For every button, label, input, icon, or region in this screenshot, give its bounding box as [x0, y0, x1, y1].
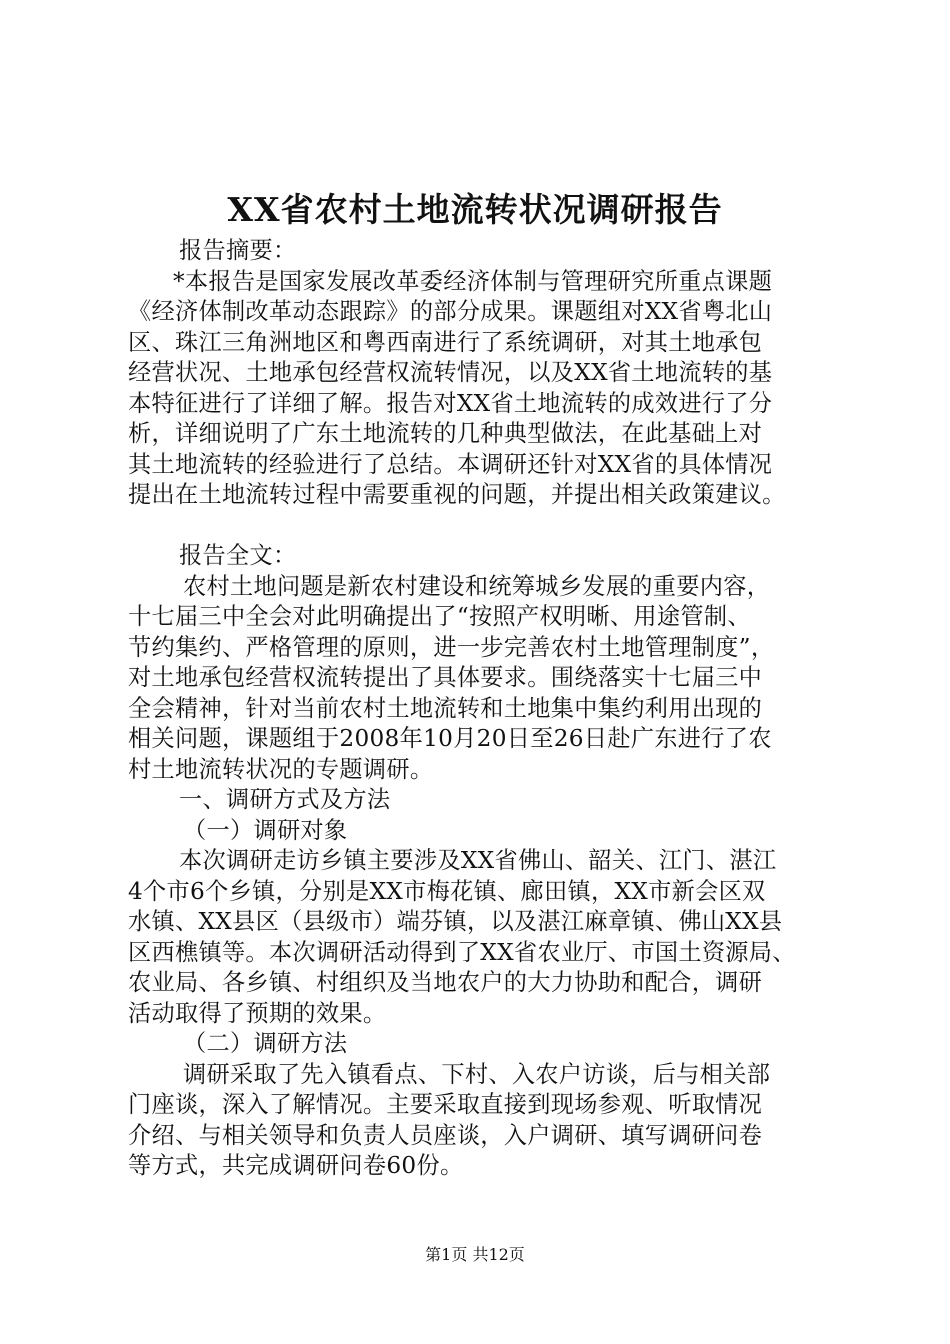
- subsection-line: 调研采取了先入镇看点、下村、入农户访谈，后与相关部: [183, 1060, 771, 1088]
- fulltext-line: 全会精神，针对当前农村土地流转和土地集中集约利用出现的: [128, 694, 763, 722]
- abstract-line: 区、珠江三角洲地区和粤西南进行了系统调研，对其土地承包: [128, 328, 763, 356]
- subsection-line: 等方式，共完成调研问卷60份。: [128, 1152, 464, 1179]
- subsection-line: 区西樵镇等。本次调研活动得到了XX省农业厅、市国土资源局、: [128, 938, 796, 966]
- fulltext-line: 十七届三中全会对此明确提出了“按照产权明晰、用途管制、: [128, 603, 751, 630]
- fulltext-line: 对土地承包经营权流转提出了具体要求。围绕落实十七届三中: [128, 664, 763, 691]
- abstract-line: 提出在土地流转过程中需要重视的问题，并提出相关政策建议。: [128, 481, 786, 508]
- abstract-line: 《经济体制改革动态跟踪》的部分成果。课题组对XX省粤北山: [128, 298, 773, 325]
- fulltext-line: 农村土地问题是新农村建设和统筹城乡发展的重要内容，: [183, 572, 771, 600]
- abstract-line: 本特征进行了详细了解。报告对XX省土地流转的成效进行了分: [128, 389, 773, 417]
- subsection-line: 4个市6个乡镇，分别是XX市梅花镇、廊田镇，XX市新会区双: [128, 877, 766, 905]
- fulltext-line: 村土地流转状况的专题调研。: [128, 755, 434, 783]
- subsection-line: 水镇、XX县区（县级市）端芬镇，以及湛江麻章镇、佛山XX县: [128, 908, 783, 935]
- subsection-heading: （二）调研方法: [183, 1030, 348, 1057]
- subsection-line: 活动取得了预期的效果。: [128, 999, 387, 1027]
- subsection-line: 介绍、与相关领导和负责人员座谈，入户调研、填写调研问卷: [128, 1121, 763, 1149]
- abstract-heading: 报告摘要：: [179, 237, 297, 264]
- section-heading: 一、调研方式及方法: [179, 786, 391, 813]
- fulltext-heading: 报告全文：: [179, 542, 297, 569]
- document-title: XX省农村土地流转状况调研报告: [227, 190, 723, 229]
- paragraph-gap: [128, 511, 840, 542]
- subsection-line: 本次调研走访乡镇主要涉及XX省佛山、韶关、江门、湛江: [179, 847, 777, 874]
- subsection-line: 门座谈，深入了解情况。主要采取直接到现场参观、听取情况: [128, 1091, 763, 1118]
- subsection-line: 农业局、各乡镇、村组织及当地农户的大力协助和配合，调研: [128, 969, 763, 996]
- subsection-heading: （一）调研对象: [183, 816, 348, 844]
- fulltext-line: 节约集约、严格管理的原则，进一步完善农村土地管理制度”，: [128, 633, 775, 661]
- abstract-line: 析，详细说明了广东土地流转的几种典型做法，在此基础上对: [128, 420, 763, 447]
- document-body: [128, 236, 840, 1182]
- fulltext-line: 相关问题，课题组于2008年10月20日至26日赴广东进行了农: [128, 725, 772, 752]
- abstract-line: 其土地流转的经验进行了总结。本调研还针对XX省的具体情况: [128, 450, 773, 478]
- abstract-line: *本报告是国家发展改革委经济体制与管理研究所重点课题: [173, 267, 773, 295]
- abstract-line: 经营状况、土地承包经营权流转情况，以及XX省土地流转的基: [128, 359, 773, 386]
- page-number: 第1页 共12页: [425, 1245, 525, 1264]
